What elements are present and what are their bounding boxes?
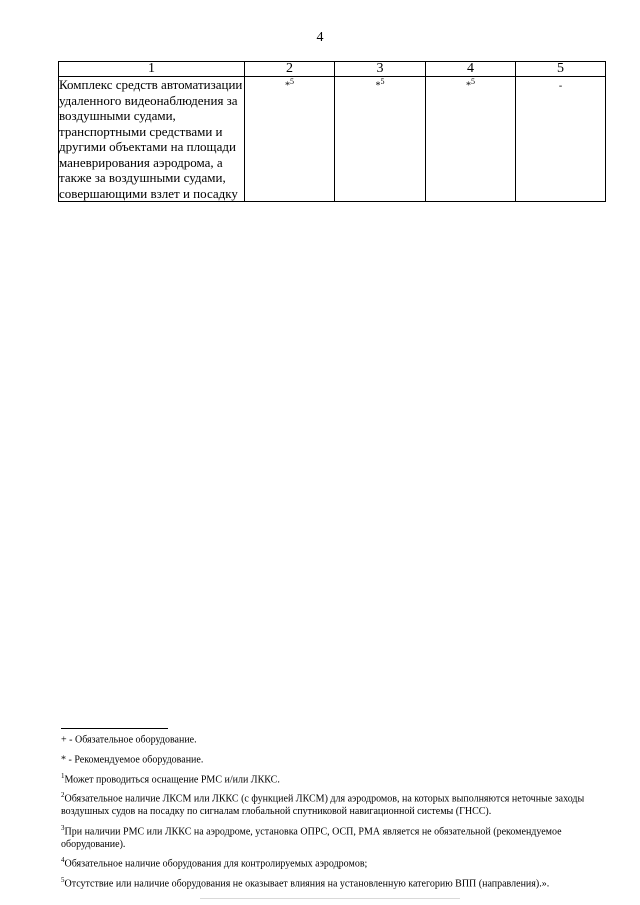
footnote-item: $^4$Обязательное наличие оборудования для контролируемых аэродромов; — [61, 856, 368, 870]
footnote-item: $^5$Отсутствие или наличие оборудования не оказывает влияния на установленную категорию ВПП (направления).». — [61, 875, 550, 890]
table-row — [59, 77, 606, 202]
value-footnote-ref: 5 — [471, 77, 475, 86]
footnote-item: $^2$Обязательное наличие ЛКСМ или ЛККС (с функцией ЛКСМ) для аэродромов, на которых выполняются неточные заходы воздушных судов на посадку по сигналам глобальной спутниковой навигационной системы (ГНСС). — [61, 791, 585, 818]
value-footnote-ref: 5 — [290, 77, 294, 86]
equipment-table — [58, 61, 606, 202]
footnote-item: + - Обязательное оборудование. — [61, 734, 197, 746]
column-header-5: 5 — [516, 62, 606, 77]
equipment-name-cell: Комплекс средств автоматизации удаленного видеонаблюдения за воздушными судами, транспортными средствами и другими объектами на площади маневрирования аэродрома, а также за воздушными судами, совершающими взлет и посадку — [59, 77, 245, 202]
column-header-4: 4 — [426, 62, 516, 77]
column-header-2: 2 — [245, 62, 335, 77]
value-cell — [516, 77, 606, 202]
value-mark: - — [558, 80, 563, 92]
value-cell — [426, 77, 516, 202]
table-header-row — [59, 62, 606, 77]
column-header-1: 1 — [59, 62, 245, 77]
value-cell — [335, 77, 426, 202]
value-mark: * — [375, 80, 381, 92]
footnote-separator — [61, 728, 168, 729]
value-footnote-ref: 5 — [380, 77, 385, 86]
footnotes — [61, 730, 609, 894]
column-header-3: 3 — [335, 62, 426, 77]
value-mark: * — [466, 80, 471, 92]
footnote-item: * - Рекомендуемое оборудование. — [61, 754, 204, 766]
value-cell — [245, 77, 335, 202]
page-number: 4 — [316, 30, 324, 45]
scan-edge-line — [200, 898, 460, 899]
value-mark: * — [285, 80, 290, 92]
footnote-item: $^3$При наличии РМС или ЛККС на аэродроме, установка ОПРС, ОСП, РМА является не обязательной (рекомендуемое оборудование). — [61, 823, 562, 850]
footnote-item: $^1$Может проводиться оснащение РМС и/или ЛККС. — [61, 771, 280, 785]
